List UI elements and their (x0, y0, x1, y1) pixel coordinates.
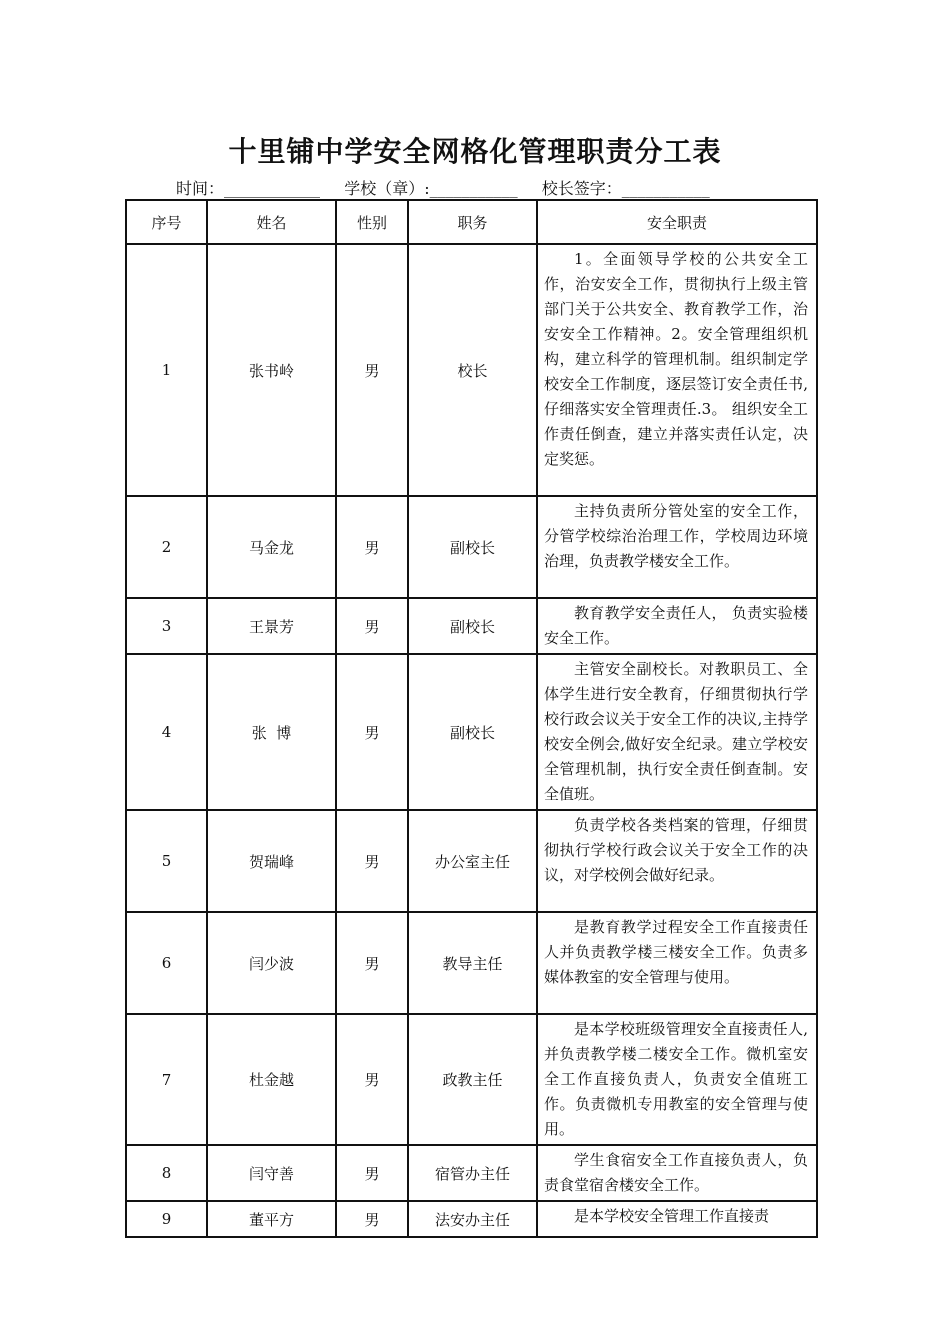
cell-duty: 负责学校各类档案的管理，仔细贯彻执行学校行政会议关于安全工作的决议，对学校例会做好纪录。 (537, 810, 817, 912)
cell-name: 闫少波 (207, 912, 336, 1014)
cell-position: 办公室主任 (408, 810, 537, 912)
cell-no: 6 (126, 912, 207, 1014)
table-row (126, 1201, 817, 1237)
header-no: 序号 (126, 200, 207, 244)
table-row (126, 1014, 817, 1145)
cell-position: 宿管办主任 (408, 1145, 537, 1201)
cell-gender: 男 (336, 654, 408, 810)
cell-no: 2 (126, 496, 207, 598)
principal-signature-field: 校长签字：___________ (541, 179, 710, 198)
cell-gender: 男 (336, 810, 408, 912)
cell-position: 政教主任 (408, 1014, 537, 1145)
cell-duty: 是本学校班级管理安全直接责任人,并负责教学楼二楼安全工作。微机室安全工作直接负责人，负责安全值班工作。负责微机专用教室的安全管理与使用。 (537, 1014, 817, 1145)
table-row (126, 654, 817, 810)
time-field: 时间：____________ (176, 179, 321, 198)
cell-duty: 教育教学安全责任人， 负责实验楼安全工作。 (537, 598, 817, 654)
table-row (126, 810, 817, 912)
table-row (126, 1145, 817, 1201)
cell-no: 9 (126, 1201, 207, 1237)
table-header-row (126, 200, 817, 244)
table-row (126, 496, 817, 598)
cell-name: 张 博 (207, 654, 336, 810)
cell-no: 7 (126, 1014, 207, 1145)
table-row (126, 244, 817, 496)
cell-position: 副校长 (408, 496, 537, 598)
header-name: 姓名 (207, 200, 336, 244)
cell-gender: 男 (336, 1201, 408, 1237)
document-title: 十里铺中学安全网格化管理职责分工表 (228, 135, 722, 168)
cell-name: 张书岭 (207, 244, 336, 496)
cell-duty: 是教育教学过程安全工作直接责任人并负责教学楼三楼安全工作。负责多媒体教室的安全管理与使用。 (537, 912, 817, 1014)
header-duty: 安全职责 (537, 200, 817, 244)
cell-no: 8 (126, 1145, 207, 1201)
cell-gender: 男 (336, 496, 408, 598)
cell-name: 马金龙 (207, 496, 336, 598)
cell-position: 法安办主任 (408, 1201, 537, 1237)
cell-name: 杜金越 (207, 1014, 336, 1145)
cell-position: 副校长 (408, 598, 537, 654)
table-row (126, 912, 817, 1014)
cell-name: 贺瑞峰 (207, 810, 336, 912)
cell-duty: 是本学校安全管理工作直接责 (537, 1201, 817, 1237)
cell-no: 1 (126, 244, 207, 496)
cell-gender: 男 (336, 598, 408, 654)
meta-line (176, 176, 876, 199)
cell-duty: 1。全面领导学校的公共安全工作，治安安全工作，贯彻执行上级主管部门关于公共安全、教育教学工作，治安安全工作精神。2。安全管理组织机构，建立科学的管理机制。组织制定学校安全工作制度，逐层签订安全责任书,仔细落实安全管理责任.3。 组织安全工作责任倒查，建立并落实责任认定，决定奖惩。 (537, 244, 817, 496)
cell-no: 4 (126, 654, 207, 810)
header-gender: 性别 (336, 200, 408, 244)
cell-duty: 学生食宿安全工作直接负责人，负责食堂宿舍楼安全工作。 (537, 1145, 817, 1201)
cell-duty: 主持负责所分管处室的安全工作，分管学校综治治理工作，学校周边环境治理，负责教学楼安全工作。 (537, 496, 817, 598)
table-row (126, 598, 817, 654)
cell-duty: 主管安全副校长。对教职员工、全体学生进行安全教育，仔细贯彻执行学校行政会议关于安全工作的决议,主持学校安全例会,做好安全纪录。建立学校安全管理机制，执行安全责任倒查制。安全值班。 (537, 654, 817, 810)
cell-position: 副校长 (408, 654, 537, 810)
duty-table (125, 199, 818, 1238)
cell-name: 闫守善 (207, 1145, 336, 1201)
cell-no: 3 (126, 598, 207, 654)
cell-gender: 男 (336, 912, 408, 1014)
cell-gender: 男 (336, 1145, 408, 1201)
cell-name: 董平方 (207, 1201, 336, 1237)
cell-gender: 男 (336, 244, 408, 496)
school-seal-field: 学校（章）:___________ (344, 179, 518, 198)
cell-no: 5 (126, 810, 207, 912)
header-position: 职务 (408, 200, 537, 244)
cell-position: 校长 (408, 244, 537, 496)
cell-name: 王景芳 (207, 598, 336, 654)
cell-position: 教导主任 (408, 912, 537, 1014)
cell-gender: 男 (336, 1014, 408, 1145)
